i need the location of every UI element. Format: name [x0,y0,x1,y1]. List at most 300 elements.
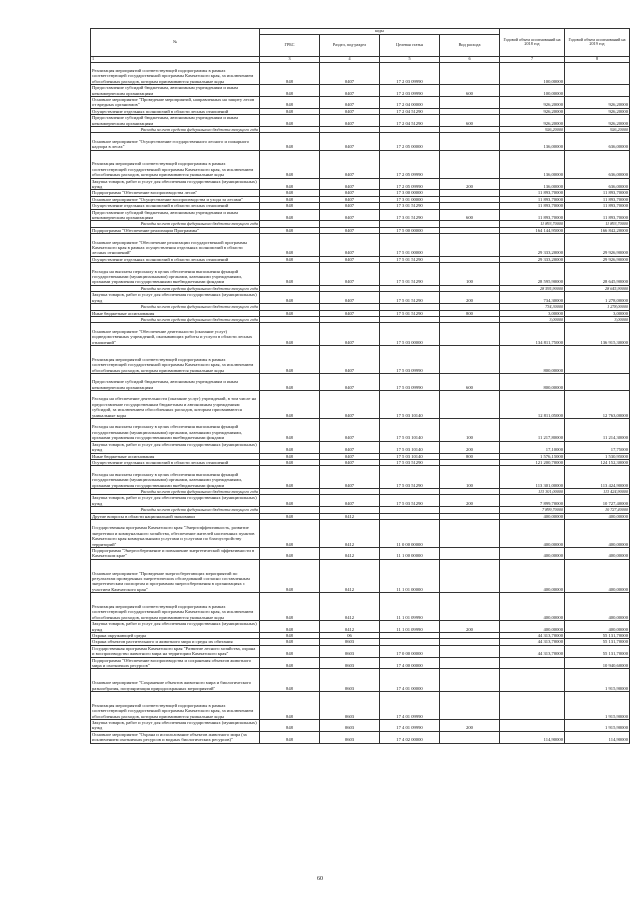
row-amount-2019: 17,75000 [565,441,630,453]
row-name: Закупка товаров, работ и услуг для обеспечения государственных (муниципальных) нужд [91,178,260,190]
row-razdel: 0603 [320,645,380,657]
row-amount-2019: 28 645,90000 [565,285,630,291]
table-row [91,645,630,657]
row-grbs: 848 [260,593,320,621]
table-row [91,669,630,692]
row-vid [440,519,500,547]
row-amount-2018: 400,00000 [500,547,565,559]
row-amount-2019: 11 893,70000 [565,190,630,196]
table-row [91,466,630,489]
row-grbs: 848 [260,669,320,692]
row-amount-2019: 55 131,70000 [565,645,630,657]
row-vid: 200 [440,178,500,190]
row-name: Расходы за счет средств федерального бюджета текущего года [91,285,260,291]
row-amount-2019: 1 915,90000 [565,669,630,692]
row-name: Предоставление субсидий бюджетным, автономным учреждениям и иным некоммерческим организациям [91,115,260,127]
table-row [91,62,630,85]
row-amount-2018: 28 595,90000 [500,263,565,286]
row-amount-2019: 55 131,70000 [565,639,630,645]
row-grbs: 848 [260,731,320,743]
row-razdel: 0603 [320,691,380,719]
row-name: Реализация мероприятий соответствующей подпрограммы в рамках соответствующей государственной программы Камчатского края, за исключением обособленных расходов, которым присваиваются уникальные коды [91,691,260,719]
row-vid [440,691,500,719]
table-row [91,391,630,419]
row-name: Закупка товаров, работ и услуг для обеспечения государственных (муниципальных) нужд [91,621,260,633]
table-row [91,559,630,592]
row-name: Иные бюджетные ассигнования [91,310,260,316]
row-razdel: 0407 [320,115,380,127]
header-v2: Годовой объем ассигнований на 2019 год [565,29,630,57]
row-amount-2019 [565,345,630,373]
row-razdel: 0412 [320,621,380,633]
row-cs: 17 2 05 00000 [380,133,440,150]
row-vid [440,150,500,178]
table-row [91,547,630,559]
row-razdel: 0412 [320,547,380,559]
row-razdel: 0407 [320,345,380,373]
row-amount-2019: 1 530,95000 [565,453,630,459]
row-cs: 17 4 02 00000 [380,731,440,743]
row-vid [440,669,500,692]
row-name: Основное мероприятие "Обеспечение реализации государственной программы Камчатского края в рамках осуществления отдельных полномочий в области лесных отношений" [91,234,260,257]
row-amount-2019: 400,00000 [565,519,630,547]
table-row [91,97,630,109]
row-grbs: 848 [260,97,320,109]
row-cs: 17 4 00 00000 [380,657,440,669]
row-grbs: 848 [260,391,320,419]
row-grbs: 848 [260,178,320,190]
row-name: Предоставление субсидий бюджетным, автономным учреждениям и иным некоммерческим организациям [91,209,260,221]
row-amount-2018: 136,00000 [500,178,565,190]
row-amount-2018: 400,00000 [500,621,565,633]
row-name: Государственная программа Камчатского края "Развитие лесного хозяйства, охрана и воспроизводство животного мира на территории Камчатского края" [91,645,260,657]
row-amount-2018: 11 893,70000 [500,221,565,227]
table-row [91,150,630,178]
row-cs: 17 5 01 51290 [380,256,440,262]
row-amount-2019 [565,85,630,97]
row-amount-2019: 10 727,40000 [565,507,630,513]
row-razdel: 0603 [320,669,380,692]
row-grbs: 848 [260,691,320,719]
row-grbs: 848 [260,190,320,196]
row-grbs: 848 [260,263,320,286]
row-razdel: 0407 [320,466,380,489]
row-vid: 200 [440,292,500,304]
row-amount-2019: 400,00000 [565,559,630,592]
row-vid [440,62,500,85]
row-grbs: 848 [260,559,320,592]
row-cs: 17 5 03 51290 [380,495,440,507]
row-amount-2018: 926,20000 [500,108,565,114]
row-amount-2018: 11 893,70000 [500,203,565,209]
row-grbs: 848 [260,373,320,390]
row-vid [440,657,500,669]
row-razdel: 0407 [320,323,380,346]
row-amount-2019: 11 893,70000 [565,209,630,221]
row-vid [440,391,500,419]
row-grbs: 848 [260,657,320,669]
row-amount-2018: 11 893,70000 [500,196,565,202]
row-name: Основное мероприятие "Обеспечение деятельности (оказание услуг) подведомственных учреждений, оказывающих работы и услуги в области лесных отношений" [91,323,260,346]
row-grbs: 848 [260,62,320,85]
row-razdel: 0407 [320,190,380,196]
table-body [91,62,630,743]
table-row [91,292,630,304]
row-amount-2018: 136,00000 [500,133,565,150]
table-row [91,593,630,621]
row-name: Расходы за счет средств федерального бюджета текущего года [91,507,260,513]
table-row [91,209,630,221]
row-vid [440,593,500,621]
row-name: Осуществление отдельных полномочий в области лесных отношений [91,256,260,262]
row-grbs: 848 [260,256,320,262]
row-cs: 17 5 03 51290 [380,466,440,489]
row-amount-2019: 1 915,90000 [565,719,630,731]
row-grbs: 848 [260,719,320,731]
row-grbs: 848 [260,323,320,346]
row-amount-2018: 800,00000 [500,345,565,373]
row-razdel: 0407 [320,263,380,286]
row-razdel: 0412 [320,593,380,621]
row-amount-2019: 636,00000 [565,133,630,150]
row-razdel: 0407 [320,178,380,190]
row-name: Основное мероприятие "Осуществление воспроизводства и ухода за лесами" [91,196,260,202]
row-grbs: 848 [260,453,320,459]
row-grbs: 848 [260,419,320,442]
row-amount-2018: 29 333,20000 [500,256,565,262]
row-name: Расходы на выплаты персоналу в целях обеспечения выполнения функций государственными (муниципальными) органами, казенными учреждениями, органами управления государственными внебюджетными фондами [91,263,260,286]
row-amount-2019: 124 152,30000 [565,459,630,465]
row-razdel: 0407 [320,150,380,178]
row-vid: 600 [440,209,500,221]
row-amount-2018: 11 893,70000 [500,190,565,196]
row-name: Реализация мероприятий соответствующей подпрограммы в рамках соответствующей государственной программы Камчатского края, за исключением обособленных расходов, которым присваиваются уникальные коды [91,593,260,621]
row-razdel: 0407 [320,97,380,109]
row-amount-2019: 10 940,60000 [565,657,630,669]
row-cs: 11 1 01 09990 [380,593,440,621]
row-grbs: 848 [260,196,320,202]
row-cs: 17 5 03 00000 [380,323,440,346]
table-row [91,323,630,346]
row-amount-2018: 400,00000 [500,593,565,621]
row-amount-2018 [500,657,565,669]
table-row [91,234,630,257]
row-vid: 600 [440,115,500,127]
table-row [91,657,630,669]
row-amount-2019: 3,00000 [565,316,630,322]
row-amount-2019: 400,00000 [565,513,630,519]
row-amount-2019: 11 893,70000 [565,196,630,202]
row-grbs: 848 [260,441,320,453]
row-cs: 17 2 05 09990 [380,178,440,190]
row-cs: 11 0 00 00000 [380,519,440,547]
row-amount-2019: 29 926,90000 [565,256,630,262]
row-grbs: 848 [260,621,320,633]
row-name: Предоставление субсидий бюджетным, автономным учреждениям и иным некоммерческим организациям [91,85,260,97]
row-cs: 17 2 05 09990 [380,150,440,178]
row-amount-2018: 100,00000 [500,62,565,85]
row-name: Закупка товаров, работ и услуг для обеспечения государственных (муниципальных) нужд [91,292,260,304]
row-amount-2019: 400,00000 [565,547,630,559]
row-cs: 17 4 01 00000 [380,669,440,692]
row-grbs: 848 [260,209,320,221]
table-row [91,621,630,633]
row-amount-2019 [565,373,630,390]
row-name: Основное мероприятие "Сохранение объектов животного мира и биологического разнообразия, популяризация природоохранных мероприятий" [91,669,260,692]
row-amount-2019: 11 893,70000 [565,203,630,209]
row-grbs: 848 [260,459,320,465]
row-amount-2018: 400,00000 [500,513,565,519]
table-row [91,441,630,453]
row-amount-2019: 926,20000 [565,108,630,114]
row-amount-2018: 136,00000 [500,150,565,178]
row-razdel: 0407 [320,133,380,150]
row-grbs: 848 [260,234,320,257]
row-name: Охрана объектов растительного и животного мира и среды их обитания [91,639,260,645]
row-vid [440,234,500,257]
row-name: Осуществление отдельных полномочий в области лесных отношений [91,459,260,465]
row-razdel: 0407 [320,209,380,221]
row-cs: 17 3 01 00000 [380,196,440,202]
row-amount-2019: 3,00000 [565,310,630,316]
row-cs: 17 5 03 10140 [380,419,440,442]
row-cs: 17 3 01 51290 [380,209,440,221]
table-header [91,29,630,63]
row-razdel: 0407 [320,459,380,465]
row-cs: 17 3 01 51290 [380,203,440,209]
row-grbs: 848 [260,519,320,547]
row-cs: 17 5 01 00000 [380,234,440,257]
row-razdel: 0407 [320,453,380,459]
row-amount-2019: 28 645,90000 [565,263,630,286]
row-vid: 100 [440,263,500,286]
row-amount-2019: 1 278,00000 [565,292,630,304]
row-amount-2019: 1 915,90000 [565,691,630,719]
row-razdel: 0412 [320,559,380,592]
header-vid: Вид расхода [440,34,500,56]
row-name: Расходы за счет средств федерального бюджета текущего года [91,127,260,133]
row-cs: 17 2 04 51290 [380,115,440,127]
row-cs: 17 2 03 09990 [380,85,440,97]
row-name: Закупка товаров, работ и услуг для обеспечения государственных (муниципальных) нужд [91,441,260,453]
row-name: Иные бюджетные ассигнования [91,453,260,459]
row-name: Подпрограмма "Обеспечение воспроизводства лесов" [91,190,260,196]
row-vid [440,97,500,109]
row-vid: 100 [440,419,500,442]
row-amount-2019: 29 926,90000 [565,234,630,257]
row-name: Основное мероприятие "Проведение мероприятий, направленных на защиту лесов от вредных организмов" [91,97,260,109]
row-amount-2018: 7 899,70000 [500,495,565,507]
row-amount-2018: 1 576,15000 [500,453,565,459]
row-cs: 17 5 03 09990 [380,345,440,373]
row-vid: 800 [440,453,500,459]
row-amount-2019: 12 763,00000 [565,391,630,419]
row-cs: 17 5 03 10140 [380,453,440,459]
row-vid [440,559,500,592]
row-razdel: 0407 [320,373,380,390]
table-row [91,719,630,731]
row-amount-2019: 113 424,90000 [565,488,630,494]
row-amount-2018: 734,30000 [500,304,565,310]
row-grbs: 848 [260,203,320,209]
row-name: Закупка товаров, работ и услуг для обеспечения государственных (муниципальных) нужд [91,719,260,731]
row-grbs: 848 [260,85,320,97]
row-grbs: 848 [260,495,320,507]
row-grbs: 848 [260,115,320,127]
row-razdel: 0407 [320,234,380,257]
row-amount-2019: 11 893,70000 [565,221,630,227]
header-v1: Годовой объем ассигнований на 2018 год [500,29,565,57]
row-amount-2018: 164 144,95000 [500,227,565,233]
row-amount-2019: 11 214,30000 [565,419,630,442]
row-amount-2018 [500,719,565,731]
row-amount-2018: 100,00000 [500,85,565,97]
row-grbs: 848 [260,227,320,233]
row-cs: 17 5 00 00000 [380,227,440,233]
header-idx: 7 [500,56,565,62]
row-amount-2018: 400,00000 [500,519,565,547]
row-razdel: 0407 [320,441,380,453]
row-razdel: 0412 [320,519,380,547]
row-name: Основное мероприятие "Охрана и использование объектов животного мира (за исключением охотничьих ресурсов и водных биологических ресурсов)" [91,731,260,743]
row-vid: 100 [440,466,500,489]
row-vid: 800 [440,310,500,316]
table-row [91,691,630,719]
row-razdel: 0407 [320,292,380,304]
row-razdel: 0407 [320,85,380,97]
row-name: Основное мероприятие "Проведение энергосберегающих мероприятий по результатам проведенных энергетических обследований согласно составленным энергетическим паспортам и программам энергосбережения в организациях с участием Камчатского края" [91,559,260,592]
row-amount-2018 [500,669,565,692]
row-amount-2019: 166 842,20000 [565,227,630,233]
row-name: Реализация мероприятий соответствующей подпрограммы в рамках соответствующей государственной программы Камчатского края, за исключением обособленных расходов, которым присваиваются уникальные коды [91,345,260,373]
row-name: Расходы на выплаты персоналу в целях обеспечения выполнения функций государственными (муниципальными) органами, казенными учреждениями, органами управления государственными внебюджетными фондами [91,466,260,489]
row-vid [440,133,500,150]
row-amount-2019: 400,00000 [565,621,630,633]
row-name: Расходы за счет средств федерального бюджета текущего года [91,488,260,494]
header-idx: 6 [440,56,500,62]
table-row [91,263,630,286]
header-idx: 3 [260,56,320,62]
row-amount-2018: 400,00000 [500,559,565,592]
row-amount-2018: 29 333,20000 [500,234,565,257]
row-cs: 17 4 01 09990 [380,691,440,719]
row-amount-2019: 636,00000 [565,178,630,190]
row-name: Закупка товаров, работ и услуг для обеспечения государственных (муниципальных) нужд [91,495,260,507]
row-grbs: 848 [260,133,320,150]
row-vid [440,547,500,559]
row-amount-2019: 136 915,30000 [565,323,630,346]
row-amount-2018: 121 200,70000 [500,459,565,465]
table-row [91,85,630,97]
row-name: Расходы за счет средств федерального бюджета текущего года [91,221,260,227]
row-grbs: 848 [260,108,320,114]
row-amount-2019: 113 424,90000 [565,466,630,489]
row-vid: 600 [440,85,500,97]
header-idx: 8 [565,56,630,62]
row-name: Реализация мероприятий соответствующей подпрограммы в рамках соответствующей государственной программы Камчатского края, за исключением обособленных расходов, которым присваиваются уникальные коды [91,62,260,85]
row-cs: 17 2 04 51290 [380,108,440,114]
header-idx: 1 [91,56,260,62]
page-number: 60 [317,876,323,882]
row-cs: 17 0 00 00000 [380,645,440,657]
row-vid [440,323,500,346]
row-amount-2018: 12 811,05000 [500,391,565,419]
row-razdel: 0407 [320,495,380,507]
row-cs: 17 3 00 00000 [380,190,440,196]
row-razdel: 0407 [320,203,380,209]
row-name: Охрана окружающей среды [91,632,260,638]
row-razdel: 0407 [320,196,380,202]
row-grbs: 848 [260,547,320,559]
row-cs: 11 1 01 00000 [380,559,440,592]
row-cs: 17 4 01 09990 [380,719,440,731]
row-amount-2018: 17,10000 [500,441,565,453]
row-vid: 200 [440,495,500,507]
budget-table [90,28,630,744]
row-razdel: 0603 [320,719,380,731]
header-razdel: Раздел, под-раздел [320,34,380,56]
header-codes: коды [260,29,500,35]
row-amount-2019: 926,20000 [565,127,630,133]
row-amount-2018: 926,20000 [500,115,565,127]
table-row [91,419,630,442]
row-razdel: 06 [320,632,380,638]
row-amount-2018: 113 301,00000 [500,488,565,494]
row-grbs: 848 [260,150,320,178]
row-cs: 17 2 04 00000 [380,97,440,109]
row-amount-2018: 44 313,70000 [500,639,565,645]
table-row [91,115,630,127]
row-razdel: 0603 [320,731,380,743]
row-grbs: 848 [260,466,320,489]
row-vid [440,731,500,743]
row-razdel: 0407 [320,108,380,114]
row-razdel: 0407 [320,256,380,262]
header-idx: 4 [320,56,380,62]
row-name: Расходы за счет средств федерального бюджета текущего года [91,316,260,322]
row-amount-2019: 926,20000 [565,97,630,109]
row-name: Основное мероприятие "Осуществление государственного лесного и пожарного надзора в лесах" [91,133,260,150]
row-amount-2018: 800,00000 [500,373,565,390]
header-grbs: ГРБС [260,34,320,56]
row-vid: 200 [440,719,500,731]
row-cs: 17 5 01 51290 [380,310,440,316]
table-row [91,133,630,150]
table-row [91,495,630,507]
row-cs: 17 5 03 10140 [380,441,440,453]
row-amount-2019: 400,00000 [565,593,630,621]
row-vid: 600 [440,373,500,390]
row-amount-2019: 114,90000 [565,731,630,743]
table-row [91,178,630,190]
row-grbs: 848 [260,292,320,304]
row-grbs: 848 [260,513,320,519]
row-name: Осуществление отдельных полномочий в области лесных отношений [91,203,260,209]
row-amount-2018: 44 313,70000 [500,645,565,657]
row-razdel: 0603 [320,657,380,669]
row-amount-2019: 1 278,00000 [565,304,630,310]
row-razdel: 0407 [320,310,380,316]
row-amount-2018: 734,30000 [500,292,565,304]
row-cs: 17 5 03 51290 [380,459,440,465]
row-amount-2018: 113 301,00000 [500,466,565,489]
row-cs: 17 2 03 09990 [380,62,440,85]
row-grbs: 848 [260,639,320,645]
table-row [91,731,630,743]
header-idx: 5 [380,56,440,62]
row-amount-2018: 926,20000 [500,127,565,133]
row-name: Подпрограмма "Обеспечение воспроизводства и сохранения объектов животного мира и охотничьих ресурсов" [91,657,260,669]
